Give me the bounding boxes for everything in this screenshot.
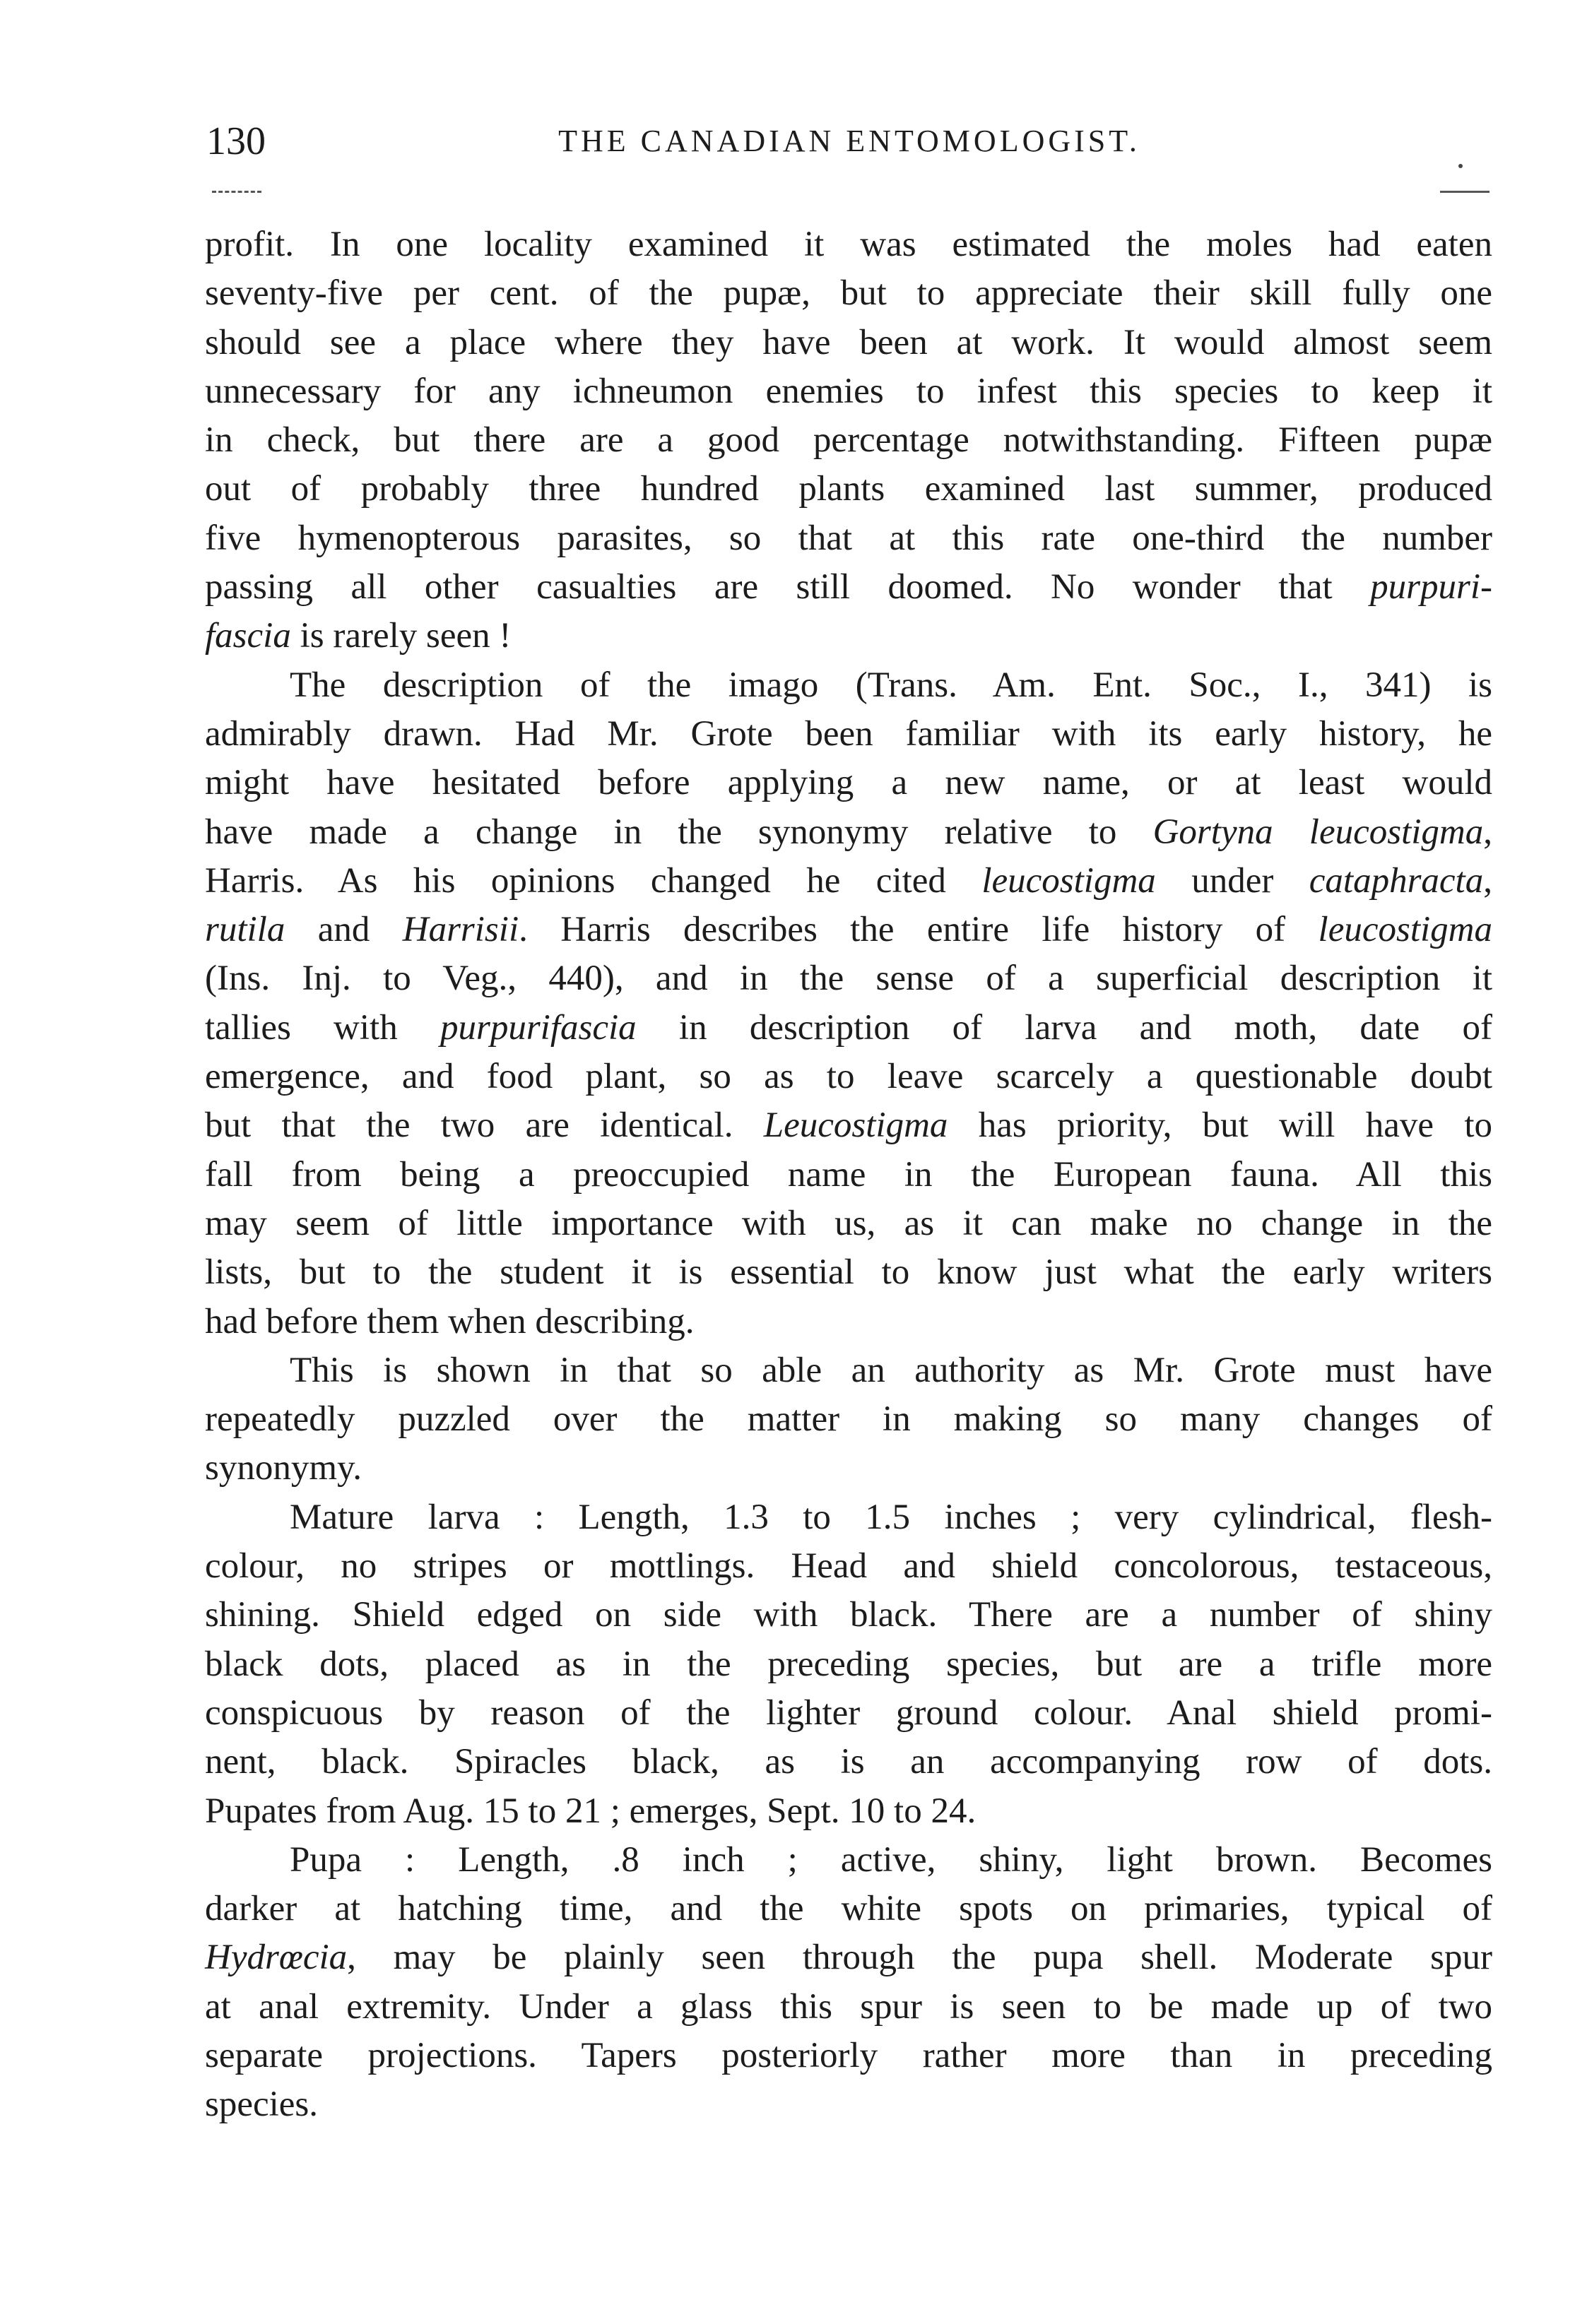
paragraph [205, 661, 1492, 1346]
text-run: The description of the imago (Trans. Am. Ent. Soc., I., 341) is [290, 665, 1492, 705]
text-line [205, 1298, 1492, 1346]
running-head: THE CANADIAN ENTOMOLOGIST. [558, 124, 1140, 158]
italic-term: Leucostigma [763, 1105, 948, 1146]
text-run: separate projections. Tapers posteriorly rather more than in preceding [205, 2035, 1492, 2075]
text-line [205, 1395, 1492, 1444]
text-line [205, 1689, 1492, 1738]
text-line [205, 1444, 1492, 1493]
text-line [205, 759, 1492, 807]
italic-term: Hydrœcia [205, 1938, 348, 1978]
text-line [205, 563, 1492, 612]
paragraph [205, 1836, 1492, 2130]
text-line [205, 1738, 1492, 1786]
text-run: in check, but there are a good percentage notwithstanding. Fifteen pupæ [205, 420, 1492, 461]
text-line [205, 612, 1492, 660]
text-line [205, 1885, 1492, 1933]
text-run: passing all other casualties are still doomed. No wonder that [205, 567, 1371, 607]
text-run: profit. In one locality examined it was estimated the moles had eaten [205, 225, 1492, 264]
text-line [205, 710, 1492, 759]
text-line [205, 1493, 1492, 1542]
text-line [205, 1787, 1492, 1836]
text-run: darker at hatching time, and the white spots on primaries, typical of [205, 1889, 1492, 1929]
text-line [205, 1248, 1492, 1297]
italic-term: Gortyna leucostigma [1152, 812, 1484, 852]
text-run: , [1483, 812, 1492, 852]
text-line [205, 954, 1492, 1003]
text-run: tallies with [205, 1007, 440, 1048]
italic-term: fascia [205, 616, 291, 656]
italic-term: purpuri- [1370, 567, 1492, 607]
text-run: shining. Shield edged on side with black. There are a number of shiny [205, 1595, 1492, 1635]
text-run: Pupa : Length, .8 inch ; active, shiny, light brown. Becomes [290, 1839, 1492, 1880]
page-number: 130 [206, 119, 266, 163]
text-line [205, 1053, 1492, 1101]
italic-term: cataphracta [1309, 860, 1484, 901]
text-line [205, 514, 1492, 563]
paragraph [205, 1346, 1492, 1493]
text-line [205, 661, 1492, 710]
text-run: has priority, but will have to [948, 1105, 1492, 1146]
paragraph [205, 1493, 1492, 1836]
text-run: unnecessary for any ichneumon enemies to infest this species to keep it [205, 371, 1492, 411]
text-line [205, 1004, 1492, 1053]
text-run: at anal extremity. Under a glass this spur is seen to be made up of two [205, 1986, 1492, 2027]
text-line [205, 1933, 1492, 1982]
text-line [205, 2080, 1492, 2129]
header-dot-mark [1458, 164, 1463, 168]
text-run: fall from being a preoccupied name in the European fauna. All this [205, 1154, 1492, 1194]
italic-term: leucostigma [981, 860, 1156, 901]
text-run: , [1483, 860, 1492, 901]
paragraph [205, 220, 1492, 661]
text-run: This is shown in that so able an authority as Mr. Grote must have [290, 1350, 1492, 1390]
text-run: may seem of little importance with us, as it can make no change in the [205, 1203, 1492, 1243]
text-run: Mature larva : Length, 1.3 to 1.5 inches ; very cylindrical, flesh- [290, 1497, 1492, 1537]
text-run: should see a place where they have been at work. It would almost seem [205, 322, 1492, 362]
italic-term: leucostigma [1318, 910, 1492, 950]
text-run: repeatedly puzzled over the matter in making so many changes of [205, 1399, 1492, 1440]
text-run: emergence, and food plant, so as to leave scarcely a questionable doubt [205, 1057, 1492, 1097]
text-run: admirably drawn. Had Mr. Grote been familiar with its early history, he [205, 713, 1492, 754]
body-text [205, 220, 1492, 2130]
text-line [205, 1591, 1492, 1640]
text-run: conspicuous by reason of the lighter ground colour. Anal shield promi- [205, 1692, 1492, 1733]
text-run: Pupates from Aug. 15 to 21 ; emerges, Sept. 10 to 24. [205, 1791, 977, 1831]
header-rule-left [212, 191, 261, 193]
text-line [205, 465, 1492, 514]
text-run: might have hesitated before applying a new name, or at least would [205, 763, 1492, 803]
text-line [205, 1983, 1492, 2032]
text-run: colour, no stripes or mottlings. Head and shield concolorous, testaceous, [205, 1546, 1492, 1587]
text-line [205, 1346, 1492, 1395]
page-header [206, 113, 1492, 170]
text-run: have made a change in the synonymy relative to [205, 812, 1153, 852]
text-line [205, 319, 1492, 367]
text-run: lists, but to the student it is essential to know just what the early writers [205, 1252, 1492, 1293]
text-run: synonymy. [205, 1448, 362, 1488]
text-run: seventy-five per cent. of the pupæ, but to appreciate their skill fully one [205, 273, 1492, 314]
text-line [205, 1640, 1492, 1689]
text-run: . Harris describes the entire life history of [519, 910, 1319, 950]
text-run: species. [205, 2085, 319, 2125]
text-line [205, 220, 1492, 269]
text-line [205, 857, 1492, 906]
italic-term: Harrisii [402, 910, 519, 950]
text-line [205, 1199, 1492, 1248]
text-run: Harris. As his opinions changed he cited [205, 860, 982, 901]
text-run: under [1155, 860, 1309, 901]
italic-term: rutila [205, 910, 285, 950]
text-run: had before them when describing. [205, 1301, 695, 1341]
text-run: nent, black. Spiracles black, as is an accompanying row of dots. [205, 1742, 1492, 1782]
text-run: but that the two are identical. [205, 1105, 764, 1146]
text-line [205, 1101, 1492, 1150]
text-run: five hymenopterous parasites, so that at this rate one-third the number [205, 518, 1492, 558]
text-line [205, 1836, 1492, 1885]
text-line [205, 1151, 1492, 1199]
text-run: black dots, placed as in the preceding species, but are a trifle more [205, 1644, 1492, 1684]
text-run: (Ins. Inj. to Veg., 440), and in the sense of a superficial description it [205, 959, 1492, 999]
text-run: and [285, 910, 403, 950]
italic-term: purpurifascia [440, 1007, 637, 1048]
text-line [205, 269, 1492, 318]
header-rule-right [1440, 191, 1490, 193]
text-line [205, 367, 1492, 416]
text-run: out of probably three hundred plants examined last summer, produced [205, 469, 1492, 509]
text-line [205, 416, 1492, 465]
text-run: , may be plainly seen through the pupa shell. Moderate spur [347, 1938, 1492, 1978]
text-line [205, 906, 1492, 954]
text-run: is rarely seen ! [290, 616, 512, 656]
text-line [205, 2032, 1492, 2080]
text-line [205, 1542, 1492, 1591]
text-run: in description of larva and moth, date of [636, 1007, 1492, 1048]
text-line [205, 808, 1492, 857]
